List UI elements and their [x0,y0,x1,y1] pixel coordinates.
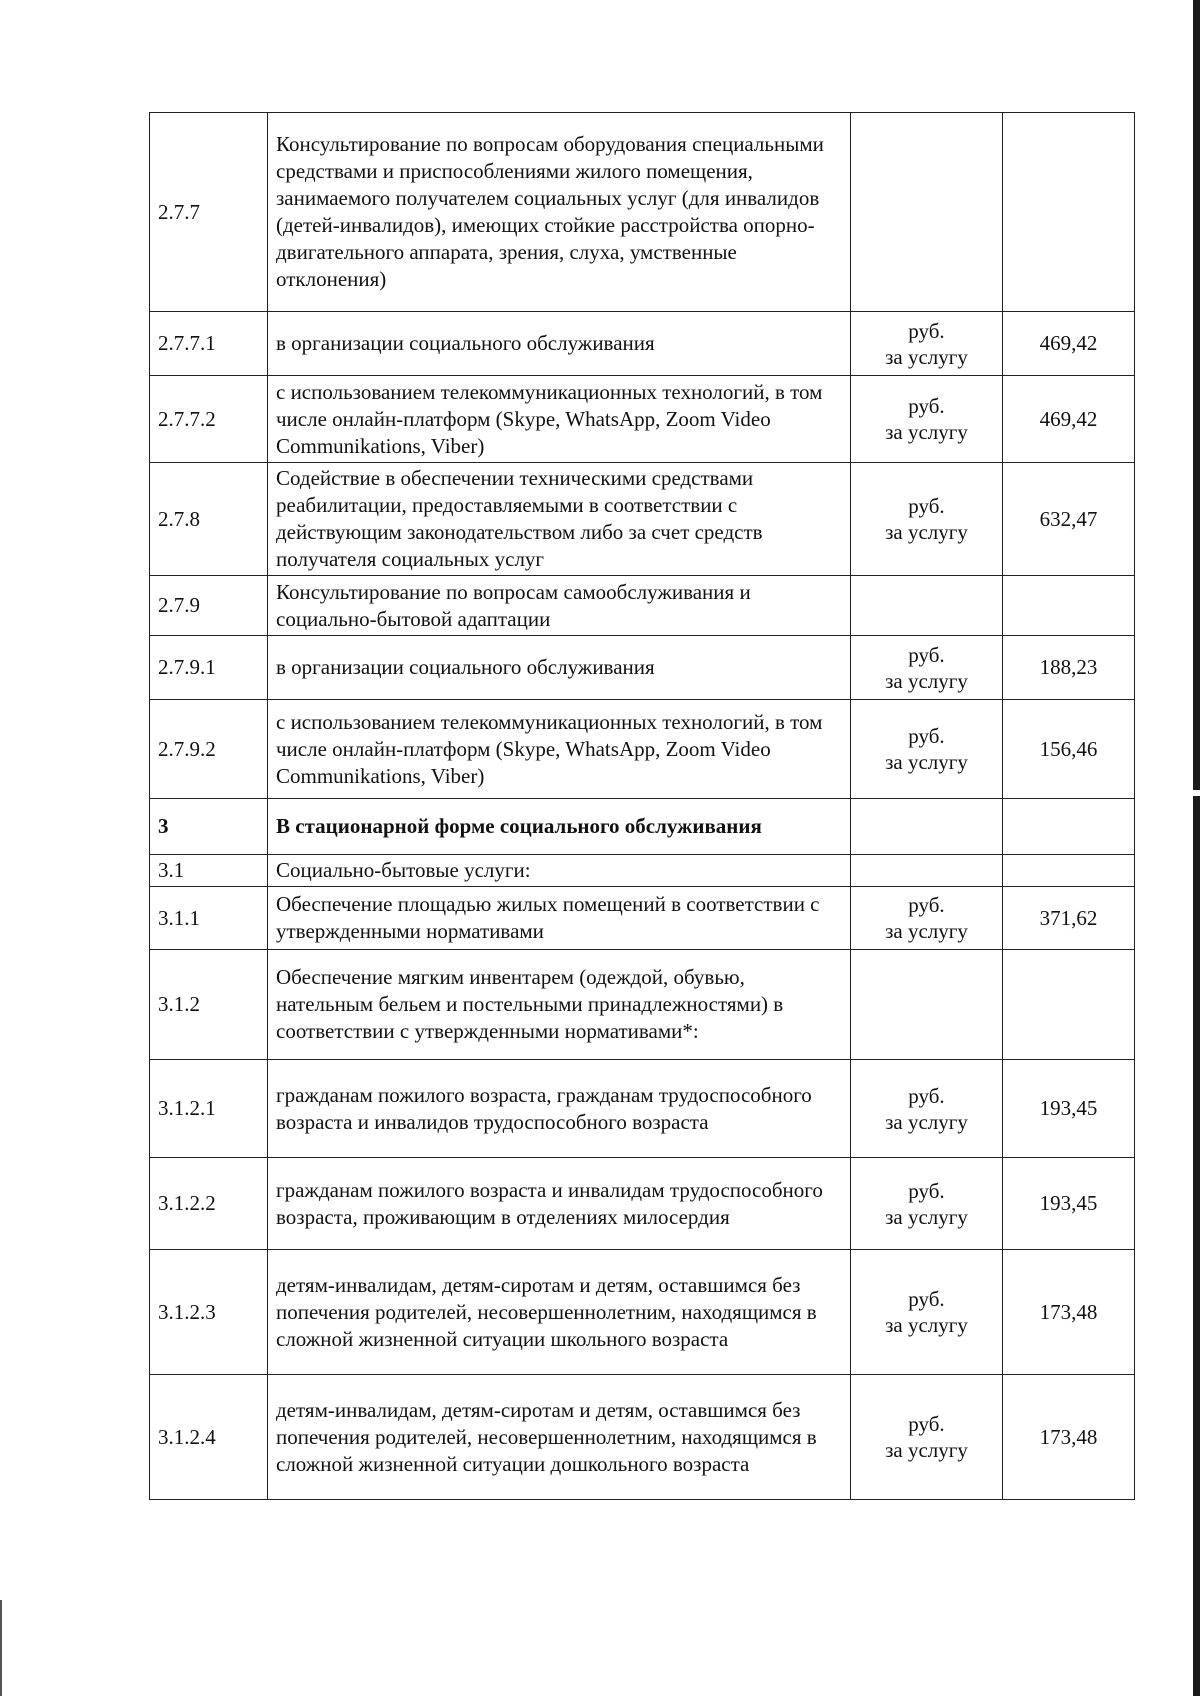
unit-currency: руб. [908,1412,945,1436]
service-code: 2.7.9.2 [150,700,268,799]
service-name: гражданам пожилого возраста и инвалидам трудоспособного возраста, проживающим в отделениях милосердия [268,1158,851,1250]
unit-currency: руб. [908,1178,945,1203]
service-code: 3.1 [150,855,268,887]
service-unit [851,463,1003,576]
service-name: в организации социального обслуживания [268,636,851,700]
service-price: 632,47 [1003,463,1135,576]
service-code: 2.7.9.1 [150,636,268,700]
service-unit [851,1375,1003,1500]
service-code: 2.7.7.1 [150,312,268,376]
service-code: 3.1.1 [150,887,268,950]
service-price: 193,45 [1003,1060,1135,1158]
unit-currency: руб. [908,893,945,917]
service-unit [851,376,1003,463]
service-name: гражданам пожилого возраста, гражданам трудоспособного возраста и инвалидов трудоспособного возраста [268,1060,851,1158]
section-header-row [150,799,1135,855]
service-price: 371,62 [1003,887,1135,950]
service-unit [851,312,1003,376]
service-unit [851,950,1003,1060]
unit-basis: за услугу [885,750,968,774]
unit-basis: за услугу [885,520,968,544]
service-unit [851,576,1003,636]
scan-edge-shadow [1193,0,1200,1696]
unit-currency: руб. [908,318,945,343]
tariff-table [149,112,1135,1500]
unit-basis: за услугу [885,1109,968,1134]
table-row [150,463,1135,576]
table-row [150,376,1135,463]
table-row [150,113,1135,312]
unit-currency: руб. [908,394,945,418]
service-name: Обеспечение площадью жилых помещений в соответствии с утвержденными нормативами [268,887,851,950]
service-price [1003,855,1135,887]
service-code: 3.1.2.4 [150,1375,268,1500]
unit-basis: за услугу [885,1204,968,1229]
service-code: 2.7.7 [150,113,268,312]
service-name: Обеспечение мягким инвентарем (одеждой, обувью, нательным бельем и постельными принадлежностями) в соответствии с утвержденными нормативами*: [268,950,851,1060]
service-name: детям-инвалидам, детям-сиротам и детям, оставшимся без попечения родителей, несовершеннолетним, находящимся в сложной жизненной ситуации дошкольного возраста [268,1375,851,1500]
unit-basis: за услугу [885,668,968,693]
service-price: 156,46 [1003,700,1135,799]
service-name: Социально-бытовые услуги: [268,855,851,887]
service-price: 173,48 [1003,1375,1135,1500]
service-name: Содействие в обеспечении техническими средствами реабилитации, предоставляемыми в соответствии с действующим законодательством либо за счет средств получателя социальных услуг [268,463,851,576]
service-unit [851,700,1003,799]
service-unit [851,799,1003,855]
table-row [150,1060,1135,1158]
service-code: 2.7.8 [150,463,268,576]
unit-basis: за услугу [885,1313,968,1337]
table-row [150,855,1135,887]
service-unit [851,1158,1003,1250]
table-row [150,700,1135,799]
unit-basis: за услугу [885,344,968,369]
service-code: 3.1.2.1 [150,1060,268,1158]
service-code: 3.1.2 [150,950,268,1060]
service-name: Консультирование по вопросам оборудования специальными средствами и приспособлениями жилого помещения, занимаемого получателем социальных услуг (для инвалидов (детей-инвалидов), имеющих стойкие расстройства опорно-двигательного аппарата, зрения, слуха, умственные отклонения) [268,113,851,312]
section-code: 3 [150,799,268,855]
service-code: 2.7.9 [150,576,268,636]
table-row [150,1158,1135,1250]
table-row [150,887,1135,950]
scan-edge-gap [1193,790,1200,796]
service-code: 3.1.2.2 [150,1158,268,1250]
table-row [150,576,1135,636]
service-unit [851,887,1003,950]
service-unit [851,1060,1003,1158]
table-row [150,1250,1135,1375]
unit-currency: руб. [908,1083,945,1108]
table-row [150,1375,1135,1500]
service-code: 2.7.7.2 [150,376,268,463]
service-unit [851,636,1003,700]
unit-currency: руб. [908,642,945,667]
service-price [1003,576,1135,636]
service-price [1003,950,1135,1060]
unit-basis: за услугу [885,919,968,943]
service-unit [851,1250,1003,1375]
service-code: 3.1.2.3 [150,1250,268,1375]
service-name: Консультирование по вопросам самообслуживания и социально-бытовой адаптации [268,576,851,636]
table-row [150,950,1135,1060]
service-name: в организации социального обслуживания [268,312,851,376]
service-price [1003,799,1135,855]
service-price: 188,23 [1003,636,1135,700]
service-price: 469,42 [1003,376,1135,463]
unit-currency: руб. [908,494,945,518]
scan-left-mark [0,1600,2,1696]
service-price: 193,45 [1003,1158,1135,1250]
service-price: 469,42 [1003,312,1135,376]
service-price [1003,113,1135,312]
unit-currency: руб. [908,724,945,748]
service-price: 173,48 [1003,1250,1135,1375]
service-unit [851,855,1003,887]
table-row [150,312,1135,376]
service-unit [851,113,1003,312]
section-title: В стационарной форме социального обслуживания [268,799,851,855]
service-name: с использованием телекоммуникационных технологий, в том числе онлайн-платформ (Skype, WhatsApp, Zoom Video Communikations, Viber) [268,376,851,463]
service-name: с использованием телекоммуникационных технологий, в том числе онлайн-платформ (Skype, WhatsApp, Zoom Video Communikations, Viber) [268,700,851,799]
unit-currency: руб. [908,1287,945,1311]
unit-basis: за услугу [885,1438,968,1462]
service-name: детям-инвалидам, детям-сиротам и детям, оставшимся без попечения родителей, несовершеннолетним, находящимся в сложной жизненной ситуации школьного возраста [268,1250,851,1375]
unit-basis: за услугу [885,420,968,444]
table-row [150,636,1135,700]
